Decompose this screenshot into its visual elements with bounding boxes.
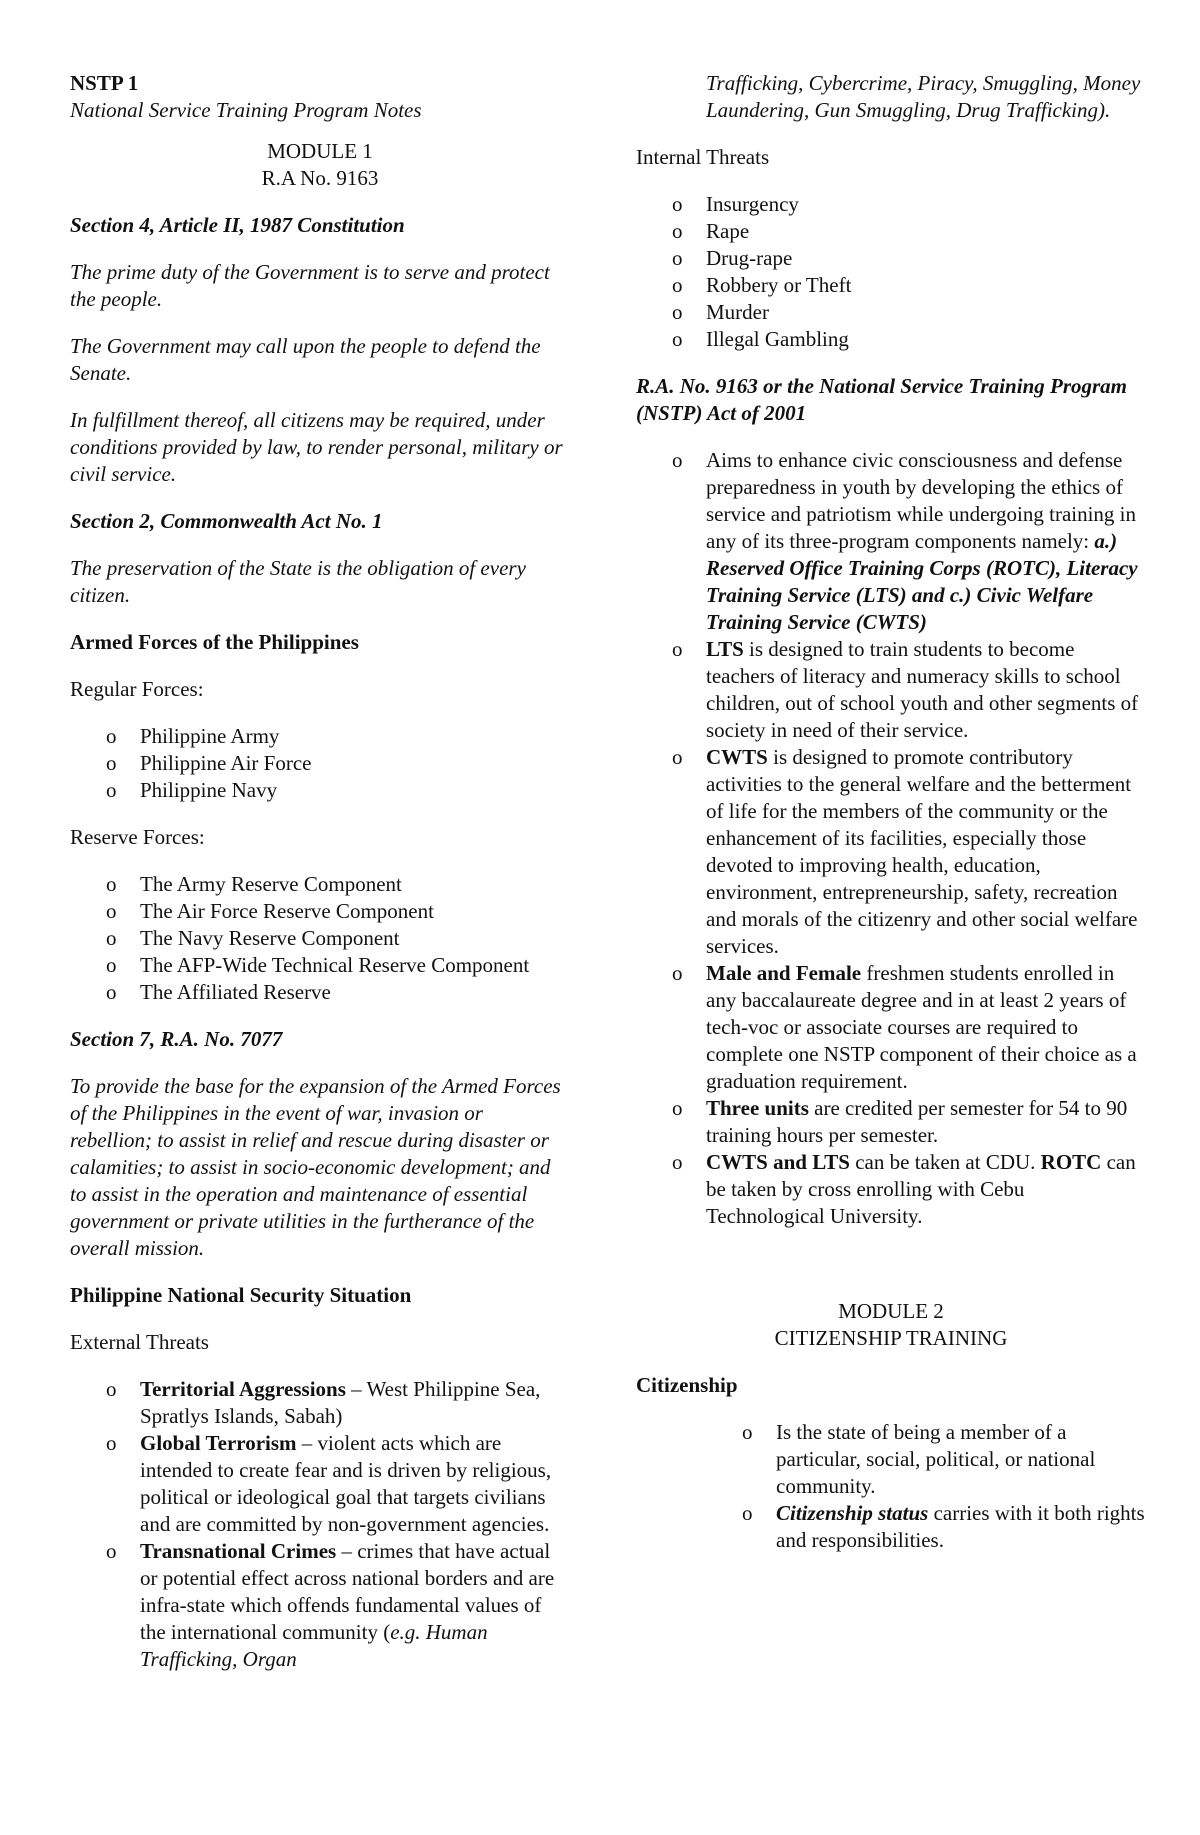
bullet-icon: o [106, 1377, 117, 1401]
bullet-icon: o [742, 1501, 753, 1525]
bullet-icon: o [106, 926, 117, 950]
bullet-icon: o [672, 637, 683, 661]
list-item: o Territorial Aggressions – West Philippine Sea, Spratlys Islands, Sabah) [106, 1377, 541, 1428]
bullet-icon: o [106, 899, 117, 923]
citizenship-list [636, 1419, 1146, 1554]
afp-heading: Armed Forces of the Philippines [70, 630, 359, 654]
bullet-icon: o [672, 1096, 683, 1120]
list-item: o Murder [672, 300, 769, 324]
sec2-paragraph-1: The preservation of the State is the obligation of every citizen. [70, 556, 526, 607]
list-item: o Philippine Air Force [106, 751, 312, 775]
list-item: o Illegal Gambling [672, 327, 849, 351]
bullet-icon: o [106, 980, 117, 1004]
transnational-crimes-continuation: Trafficking, Cybercrime, Piracy, Smuggling, Money Laundering, Gun Smuggling, Drug Trafficking). [706, 71, 1141, 122]
list-item: o The Navy Reserve Component [106, 926, 400, 950]
list-item: o Is the state of being a member of a particular, social, political, or national community. [742, 1420, 1096, 1498]
citizenship-heading: Citizenship [636, 1373, 738, 1397]
list-item: o The AFP-Wide Technical Reserve Component [106, 953, 530, 977]
sec2-heading: Section 2, Commonwealth Act No. 1 [70, 509, 383, 533]
list-item: o Robbery or Theft [672, 273, 852, 297]
bullet-icon: o [672, 327, 683, 351]
reserve-forces-label: Reserve Forces: [70, 825, 205, 849]
list-item: o The Affiliated Reserve [106, 980, 331, 1004]
bullet-icon: o [742, 1420, 753, 1444]
internal-threats-label: Internal Threats [636, 145, 770, 169]
list-item: o Philippine Army [106, 724, 280, 748]
list-item: o Rape [672, 219, 750, 243]
list-item: o Aims to enhance civic consciousness and defense preparedness in youth by developing the ethics of service and patriotism while undergoing training in any of its three-program components namely: a.) Reserved Office Training Corps (ROTC), Literacy Training Service (LTS) and c.) Civic Welfare Training Service (CWTS) [672, 448, 1138, 634]
bullet-icon: o [106, 1539, 117, 1563]
sec4-paragraph-1: The prime duty of the Government is to serve and protect the people. [70, 260, 550, 311]
bullet-icon: o [672, 192, 683, 216]
sec7-heading: Section 7, R.A. No. 7077 [70, 1027, 283, 1051]
regular-forces-label: Regular Forces: [70, 677, 204, 701]
list-item: o Philippine Navy [106, 778, 278, 802]
list-item: o Citizenship status carries with it both rights and responsibilities. [742, 1501, 1145, 1552]
spacer [636, 1250, 1146, 1298]
sec7-paragraph-1: To provide the base for the expansion of the Armed Forces of the Philippines in the event of war, invasion or rebellion; to assist in relief and rescue during disaster or calamities; to assist in socio-economic development; and to assist in the operation and maintenance of essential government or private utilities in the furtherance of the overall mission. [70, 1074, 561, 1260]
external-threats-list [70, 1376, 570, 1673]
bullet-icon: o [672, 246, 683, 270]
bullet-icon: o [106, 751, 117, 775]
list-item: o LTS is designed to train students to become teachers of literacy and numeracy skills to school children, out of school youth and other segments of society in need of their service. [672, 637, 1139, 742]
list-item: o Drug-rape [672, 246, 793, 270]
sec4-paragraph-2: The Government may call upon the people to defend the Senate. [70, 334, 541, 385]
security-heading: Philippine National Security Situation [70, 1283, 412, 1307]
nstp-list [636, 447, 1146, 1230]
module2-sub: CITIZENSHIP TRAINING [774, 1326, 1008, 1350]
bullet-icon: o [106, 953, 117, 977]
list-item: o CWTS is designed to promote contributory activities to the general welfare and the betterment of life for the members of the community or the enhancement of its facilities, especially those devoted to improving health, education, environment, entrepreneurship, safety, recreation and morals of the citizenry and other social welfare services. [672, 745, 1138, 958]
bullet-icon: o [106, 724, 117, 748]
module2-heading [636, 1298, 1146, 1352]
list-item: o The Air Force Reserve Component [106, 899, 434, 923]
module1-label: MODULE 1 [267, 139, 373, 163]
list-item: o The Army Reserve Component [106, 872, 402, 896]
regular-forces-list [70, 723, 570, 804]
sec4-paragraph-3: In fulfillment thereof, all citizens may be required, under conditions provided by law, to render personal, military or civil service. [70, 408, 563, 486]
list-item: o Male and Female freshmen students enrolled in any baccalaureate degree and in at least 2 years of tech-voc or associate courses are required to complete one NSTP component of their choice as a graduation requirement. [672, 961, 1137, 1093]
external-threats-label: External Threats [70, 1330, 209, 1354]
list-item: o Global Terrorism – violent acts which are intended to create fear and is driven by religious, political or ideological goal that targets civilians and are committed by non-government agencies. [106, 1431, 552, 1536]
list-item: o CWTS and LTS can be taken at CDU. ROTC can be taken by cross enrolling with Cebu Technological University. [672, 1150, 1136, 1228]
doc-subtitle: National Service Training Program Notes [70, 98, 422, 122]
bullet-icon: o [672, 448, 683, 472]
list-item: o Transnational Crimes – crimes that have actual or potential effect across national borders and are infra-state which offends fundamental values of the international community (e.g. Human Trafficking, Organ [106, 1539, 555, 1671]
module2-label: MODULE 2 [838, 1299, 944, 1323]
bullet-icon: o [672, 745, 683, 769]
bullet-icon: o [672, 219, 683, 243]
bullet-icon: o [106, 872, 117, 896]
left-column [70, 70, 570, 1673]
sec4-heading: Section 4, Article II, 1987 Constitution [70, 213, 405, 237]
bullet-icon: o [672, 273, 683, 297]
list-item: o Three units are credited per semester for 54 to 90 training hours per semester. [672, 1096, 1128, 1147]
reserve-forces-list [70, 871, 570, 1006]
module1-sub: R.A No. 9163 [261, 166, 379, 190]
right-column [636, 70, 1146, 1574]
bullet-icon: o [106, 1431, 117, 1455]
doc-title: NSTP 1 [70, 71, 139, 95]
internal-threats-list [636, 191, 1146, 353]
module1-heading [70, 138, 570, 192]
ra-9163-heading: R.A. No. 9163 or the National Service Training Program (NSTP) Act of 2001 [636, 374, 1128, 425]
bullet-icon: o [672, 961, 683, 985]
bullet-icon: o [106, 778, 117, 802]
list-item: o Insurgency [672, 192, 799, 216]
bullet-icon: o [672, 300, 683, 324]
bullet-icon: o [672, 1150, 683, 1174]
